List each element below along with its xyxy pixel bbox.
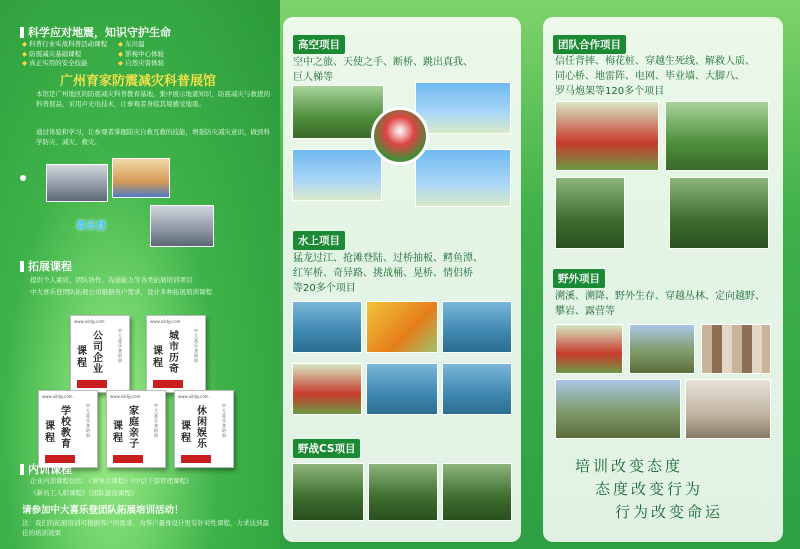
section-title-neixun: 内训课程: [28, 463, 72, 476]
logo: 喜乐登: [76, 221, 106, 232]
book-header: www.xildjy.com: [150, 319, 181, 324]
book-header: www.xildjy.com: [42, 394, 73, 399]
book-red-band: [153, 380, 183, 388]
photo-cs-field: [292, 463, 364, 521]
project-desc-tuandui-3: 罗马炮架等120多个项目: [555, 86, 665, 97]
book-course: 课程: [153, 346, 163, 369]
photo-water-activity: [366, 363, 438, 415]
photo-water-activity: [292, 363, 362, 415]
slogan-line-2: 态度改变行为: [595, 480, 704, 498]
section-title-tuozhan: 拓展课程: [28, 260, 72, 273]
project-desc-tuandui-2: 同心桥、地雷阵、电网、毕业墙、大脚八、: [555, 71, 745, 82]
book-side-text: 中大喜乐登培训: [154, 403, 158, 438]
book-course: 课程: [45, 421, 55, 444]
museum-photo: [112, 158, 170, 198]
project-title-tuandui: 团队合作项目: [553, 35, 626, 54]
bullet-list-col1: [22, 40, 107, 69]
photo-water-activity: [292, 301, 362, 353]
museum-photo: [46, 164, 108, 202]
photo-high-ropes: [292, 85, 384, 139]
course-book: [106, 390, 166, 468]
course-book: [146, 315, 206, 393]
bullet-item: ◆ 自然灾害体验: [118, 59, 164, 69]
left-panel: [0, 0, 280, 549]
project-title-yewai: 野外项目: [553, 269, 605, 288]
book-header: www.xildjy.com: [178, 394, 209, 399]
project-desc-gaokong-2: 巨人梯等: [293, 72, 333, 83]
book-side-text: 中大喜乐登培训: [118, 328, 122, 363]
course-book: [70, 315, 130, 393]
project-title-gaokong: 高空项目: [293, 35, 345, 54]
book-side-text: 中大喜乐登培训: [222, 403, 226, 438]
bullet-list-col2: [118, 40, 164, 69]
middle-panel: [283, 17, 521, 542]
join-invitation: 请参加中大喜乐登团队拓展培训活动！: [22, 505, 184, 516]
course-book: [174, 390, 234, 468]
book-title: 城市历奇: [169, 331, 179, 375]
photo-team-activity: [665, 101, 769, 171]
photo-circle-highlight: [371, 107, 429, 165]
photo-team-activity: [555, 177, 625, 249]
book-course: 课程: [181, 421, 191, 444]
project-desc-gaokong-1: 空中之旅、天使之手、断桥、跳出真我、: [293, 57, 473, 68]
photo-outdoor: [555, 379, 681, 439]
slogan-line-1: 培训改变态度: [575, 457, 684, 475]
decor-dot: [20, 175, 26, 181]
book-title: 家庭亲子: [129, 406, 139, 450]
project-title-shuishang: 水上项目: [293, 231, 345, 250]
book-header: www.xildjy.com: [74, 319, 105, 324]
book-side-text: 中大喜乐登培训: [194, 328, 198, 363]
project-desc-yewai-1: 溯溪、溯降、野外生存、穿越丛林、定向越野、: [555, 291, 765, 302]
book-course: 课程: [113, 421, 123, 444]
book-side-text: 中大喜乐登培训: [86, 403, 90, 438]
museum-title: 广州育家防震减灾科普展馆: [60, 74, 217, 89]
section-title-earthquake: 科学应对地震，知识守护生命: [28, 26, 171, 39]
photo-cs-field: [442, 463, 512, 521]
photo-team-activity: [669, 177, 769, 249]
slogan-line-3: 行为改变命运: [615, 503, 724, 521]
header-bar: [20, 27, 24, 38]
neixun-line-2: 《新员工入职课程》《团队建设课程》: [30, 489, 138, 497]
photo-water-activity: [366, 301, 438, 353]
book-red-band: [181, 455, 211, 463]
photo-outdoor: [629, 324, 695, 374]
photo-outdoor: [685, 379, 771, 439]
project-desc-shuishang-1: 猛龙过江、抢滩登陆、过桥抽板、鳄鱼潭、: [293, 253, 483, 264]
photo-high-ropes: [415, 82, 511, 134]
book-red-band: [113, 455, 143, 463]
photo-outdoor: [555, 324, 623, 374]
museum-photo: [150, 205, 214, 247]
bullet-item: ◆ 影视中心体验: [118, 50, 164, 60]
photo-water-activity: [442, 363, 512, 415]
project-desc-yewai-2: 攀岩、露营等: [555, 306, 615, 317]
header-bar: [20, 261, 24, 272]
book-red-band: [77, 380, 107, 388]
section-header-tuozhan: [20, 258, 72, 274]
book-course: 课程: [77, 346, 87, 369]
section-header-neixun: [20, 461, 72, 477]
museum-paragraph-1: 本馆是广州地区的防震减灾科普教育基地，集中展示地震知识，防震减灾与救援的科普展品，采用声光电技术，让参观者身临其境感受地震。: [36, 90, 270, 108]
book-title: 学校教育: [61, 406, 71, 450]
right-panel: [543, 17, 783, 542]
course-book: [38, 390, 98, 468]
photo-team-activity: [555, 101, 659, 171]
project-title-cs: 野战CS项目: [293, 439, 360, 458]
bullet-item: ◆ 科普行业实战科普活动课程: [22, 40, 107, 50]
photo-water-activity: [442, 301, 512, 353]
project-desc-shuishang-3: 等20多个项目: [293, 283, 356, 294]
footnote: 注：我们的拓展培训可根据客户的需求，为客户量身设计更有针对性课程，力求达到最佳的培训效果: [22, 519, 269, 537]
photo-cs-field: [368, 463, 438, 521]
tuozhan-line-2: 中大喜乐登团队拓展公司根据客户需求，设计多种拓展培训课程: [30, 288, 212, 296]
bullet-item: ◆ 东川温: [118, 40, 164, 50]
book-title: 休闲娱乐: [197, 406, 207, 450]
neixun-line-1: 企业内训课程包括：《领导力课程》《中层干部管理课程》: [30, 477, 193, 485]
section-header-earthquake: [20, 24, 171, 40]
book-title: 公司企业: [93, 331, 103, 375]
tuozhan-line-1: 提供个人素质、团队协作、沟通能力等各类拓展培训项目: [30, 276, 193, 284]
project-desc-shuishang-2: 红军桥、奇异路、挑战桶、晃桥、情侣桥: [293, 268, 473, 279]
bullet-item: ◆ 防震减灾基础课程: [22, 50, 107, 60]
header-bar: [20, 464, 24, 475]
book-header: www.xildjy.com: [110, 394, 141, 399]
photo-outdoor: [701, 324, 771, 374]
bullet-item: ◆ 真正实用的安全技能: [22, 59, 107, 69]
museum-paragraph-2: 通过体验和学习，让参观者掌握防灾自救互救的技能，增强防灾减灾意识，做到科学防灾、减灾、救灾。: [36, 128, 270, 146]
photo-high-ropes: [415, 149, 511, 207]
project-desc-tuandui-1: 信任背摔、梅花桩、穿越生死线、解救人质、: [555, 56, 755, 67]
photo-high-ropes: [292, 149, 382, 201]
